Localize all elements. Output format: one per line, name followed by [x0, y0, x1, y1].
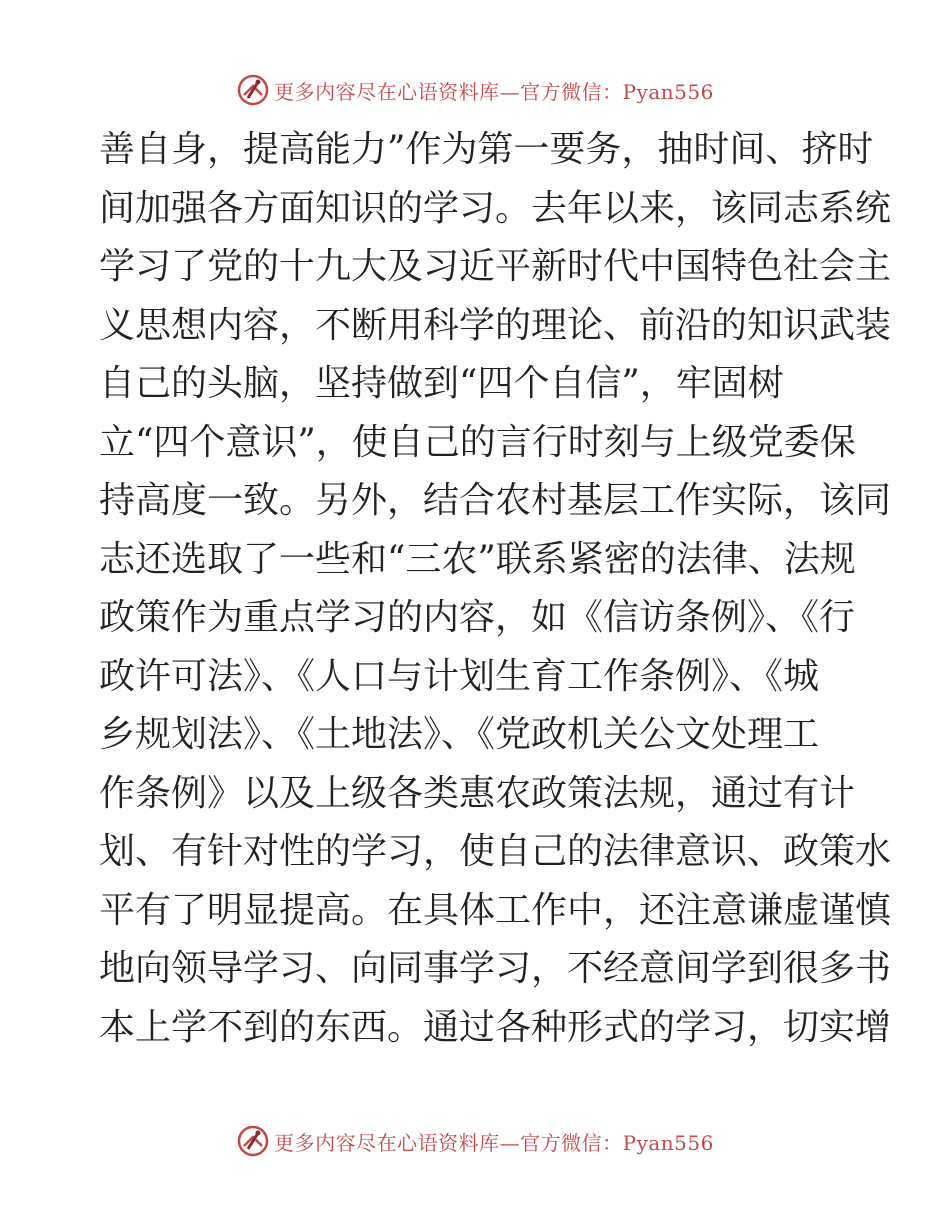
body-line: 间加强各方面知识的学习。去年以来，该同志系统 [99, 187, 892, 229]
body-line: 政策作为重点学习的内容，如《信访条例》、《行 [99, 597, 856, 638]
footer-banner [0, 1121, 950, 1161]
body-line: 本上学不到的东西。通过各种形式的学习，切实增 [99, 1006, 892, 1048]
book-pen-logo-icon [236, 1124, 270, 1158]
body-line: 志还选取了一些和“三农”联系紧密的法律、法规 [99, 538, 856, 580]
body-line: 善自身，提高能力”作为第一要务，抽时间、挤时 [99, 129, 874, 170]
body-line: 自己的头脑，坚持做到“四个自信”，牢固树 [99, 363, 784, 404]
body-line: 作条例》以及上级各类惠农政策法规，通过有计 [99, 772, 856, 814]
body-line: 持高度一致。另外，结合农村基层工作实际，该同 [99, 480, 892, 521]
book-pen-logo-icon [236, 73, 270, 107]
body-line: 划、有针对性的学习，使自己的法律意识、政策水 [99, 831, 892, 872]
body-line: 义思想内容，不断用科学的理论、前沿的知识武装 [99, 304, 892, 346]
body-line: 立“四个意识”，使自己的言行时刻与上级党委保 [99, 421, 856, 463]
body-line: 政许可法》、《人口与计划生育工作条例》、《城 [99, 655, 820, 697]
body-line: 乡规划法》、《土地法》、《党政机关公文处理工 [99, 714, 820, 755]
document-body [99, 121, 892, 1057]
body-line: 地向领导学习、向同事学习，不经意间学到很多书 [99, 948, 892, 989]
footer-banner-text: 更多内容尽在心语资料库—官方微信：Pyan556 [274, 1130, 714, 1155]
header-banner-text: 更多内容尽在心语资料库—官方微信：Pyan556 [274, 79, 714, 104]
body-line: 平有了明显提高。在具体工作中，还注意谦虚谨慎 [99, 889, 892, 931]
header-banner [0, 70, 950, 110]
body-line: 学习了党的十九大及习近平新时代中国特色社会主 [99, 246, 892, 287]
